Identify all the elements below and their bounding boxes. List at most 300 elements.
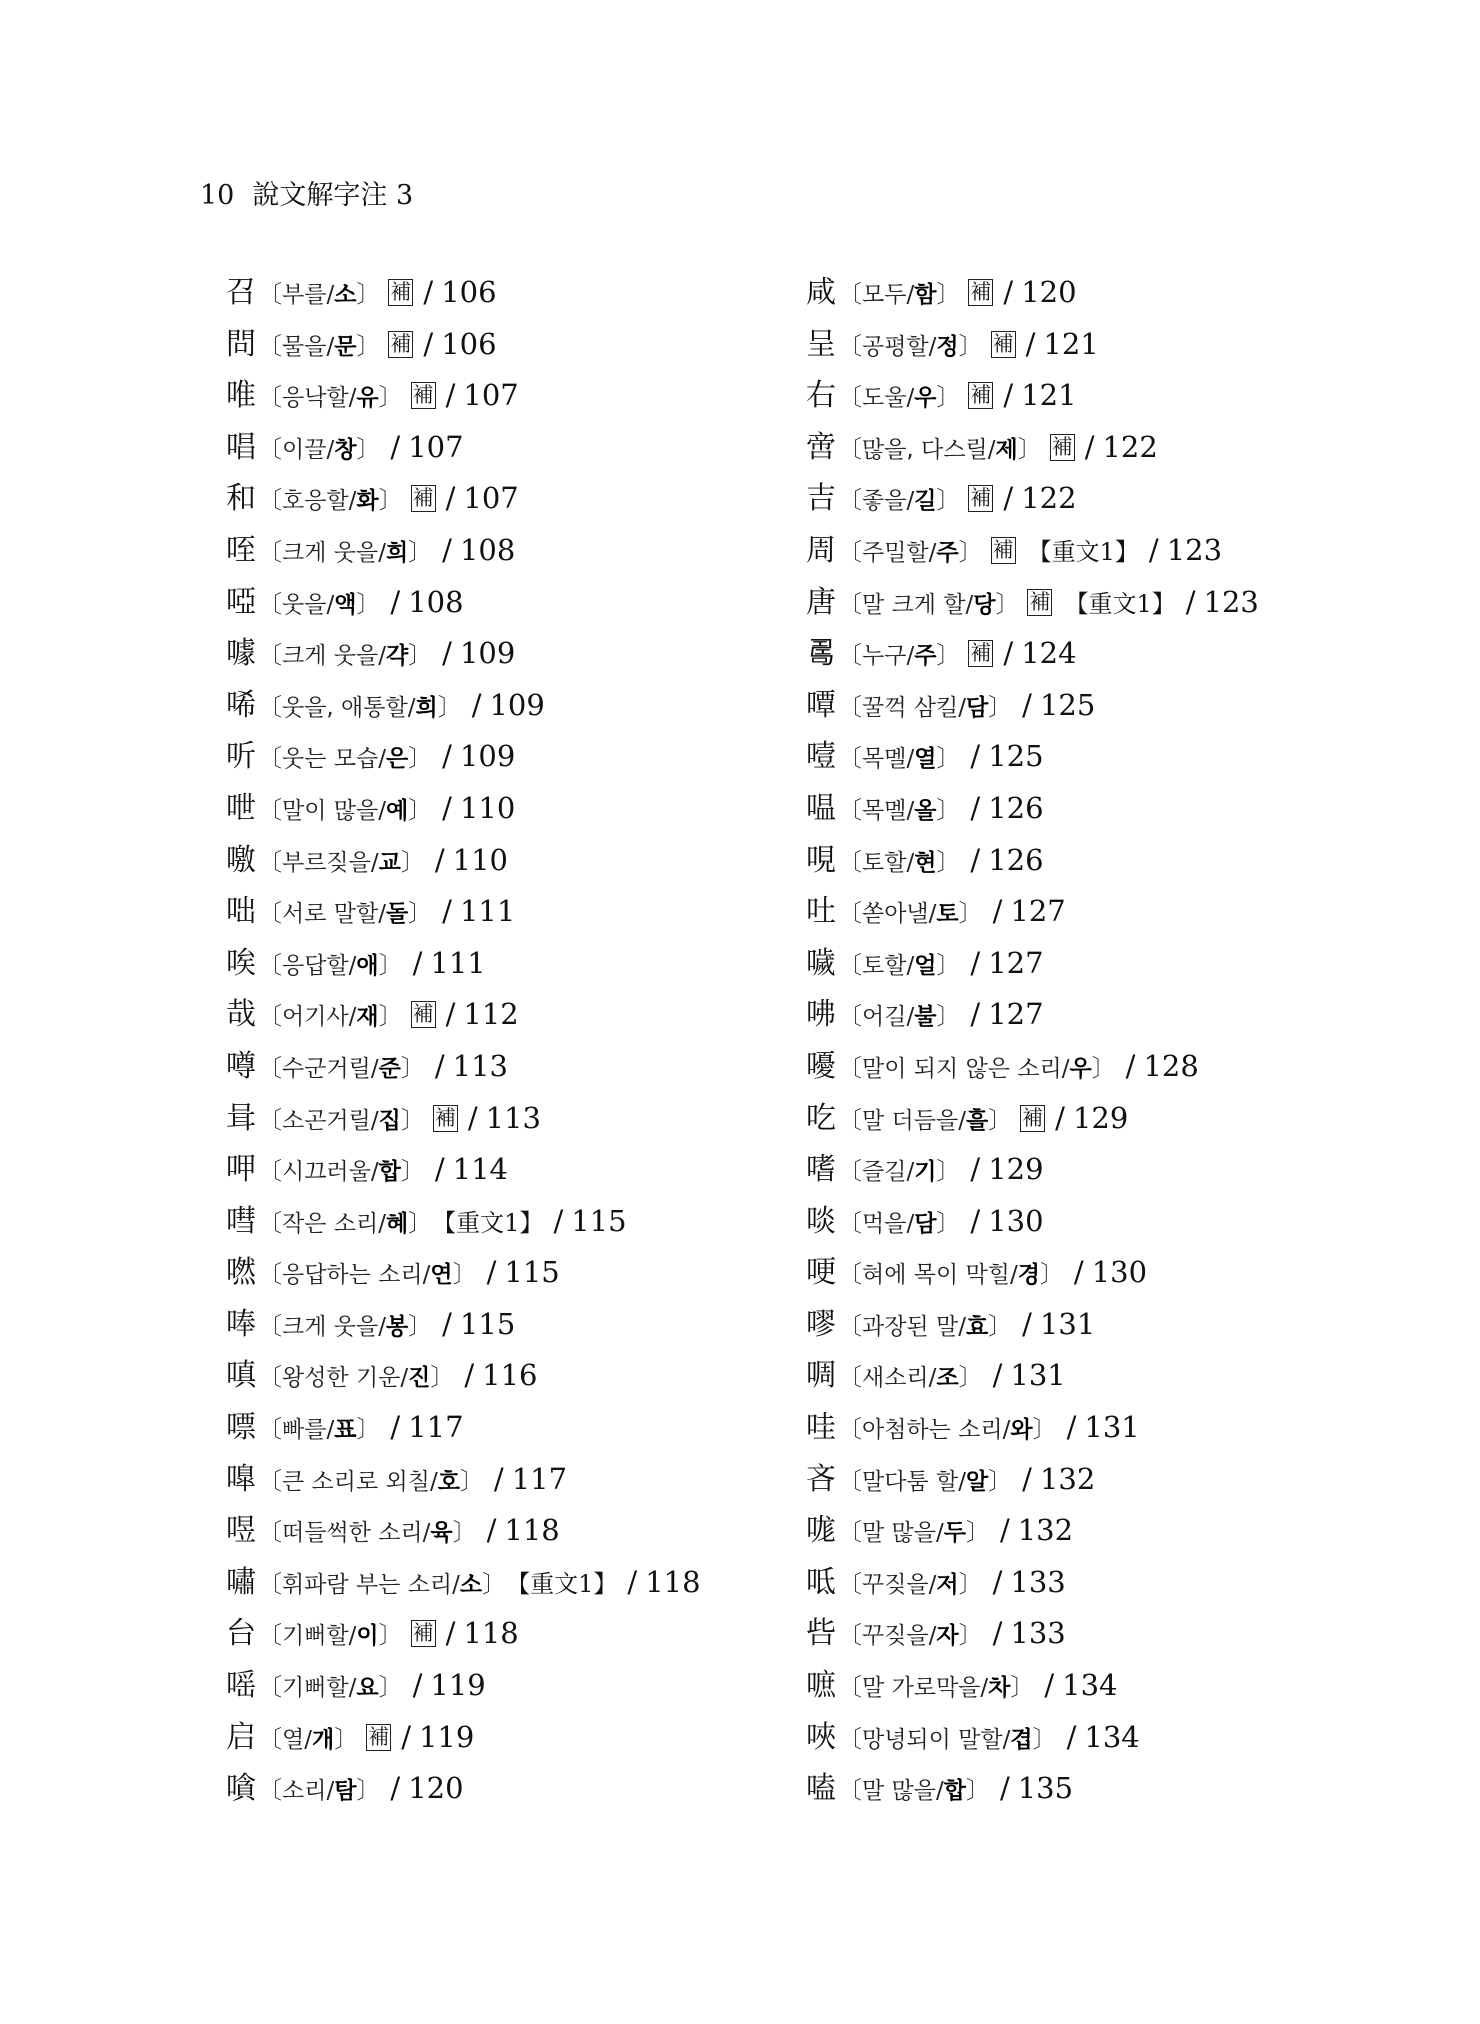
entry-meaning: 응답하는 소리	[282, 1262, 423, 1289]
entry-reading: 탐	[334, 1778, 357, 1805]
index-entry	[806, 1766, 1426, 1818]
entry-character: 呰	[806, 1616, 836, 1652]
entry-reading: 육	[430, 1520, 453, 1547]
entry-gloss	[258, 795, 433, 824]
gloss-slash: /	[906, 1210, 915, 1237]
entry-page: 127	[988, 945, 1044, 980]
entry-reading: 담	[914, 1210, 937, 1237]
entry-gloss	[838, 1365, 983, 1391]
index-entry	[226, 1508, 846, 1560]
entry-gloss	[838, 331, 983, 360]
page-separator: /	[445, 481, 456, 516]
index-entry	[806, 631, 1426, 683]
entry-character: 嗻	[806, 1668, 836, 1704]
entry-gloss	[258, 1417, 380, 1443]
entry-gloss	[838, 1417, 1057, 1443]
entry-character: 喅	[226, 1513, 256, 1549]
entry-page: 119	[430, 1668, 486, 1703]
close-bracket: 〕	[408, 641, 433, 670]
gloss-slash: /	[928, 1571, 937, 1598]
open-bracket: 〔	[258, 1466, 282, 1495]
open-bracket: 〔	[258, 899, 282, 928]
open-bracket: 〔	[838, 1724, 862, 1753]
page-separator: /	[1073, 1255, 1084, 1290]
entry-meaning: 이끌	[282, 436, 327, 463]
page-separator: /	[627, 1564, 638, 1599]
entry-reading: 돌	[385, 901, 409, 928]
gloss-slash: /	[928, 1623, 937, 1650]
entry-gloss	[258, 1724, 359, 1753]
close-bracket: 〕	[988, 692, 1013, 721]
open-bracket: 〔	[838, 383, 862, 412]
entry-character: 噭	[226, 842, 256, 878]
open-bracket: 〔	[838, 1260, 862, 1289]
entry-character: 啖	[806, 1203, 836, 1239]
page-separator: /	[1003, 378, 1014, 413]
page-separator: /	[434, 1048, 445, 1083]
entry-gloss	[838, 488, 960, 514]
supplement-mark: 補	[412, 383, 434, 408]
entry-character: 哤	[806, 1513, 836, 1549]
entry-character: 台	[226, 1616, 256, 1652]
entry-meaning: 호응할	[282, 488, 349, 515]
entry-meaning: 부를	[282, 282, 327, 308]
entry-character: 嗂	[226, 1668, 256, 1704]
close-bracket: 〕	[988, 1466, 1013, 1495]
entry-reading: 갹	[385, 643, 409, 670]
close-bracket: 〕	[988, 1311, 1013, 1340]
gloss-slash: /	[326, 436, 335, 463]
entry-gloss	[258, 1675, 403, 1701]
close-bracket: 〕	[1032, 1724, 1057, 1753]
page-separator: /	[1185, 584, 1196, 619]
page-separator: /	[423, 326, 434, 361]
variant-note: 【重文1】	[444, 1208, 544, 1237]
supplement-mark: 補	[412, 1002, 434, 1027]
entry-gloss	[838, 795, 961, 824]
open-bracket: 〔	[838, 1311, 862, 1340]
variant-note: 【重文1】	[518, 1569, 618, 1598]
open-bracket: 〔	[258, 847, 282, 876]
entry-gloss	[258, 488, 403, 514]
open-bracket: 〔	[258, 1569, 282, 1598]
entry-meaning: 응답할	[282, 952, 349, 979]
entry-character: 唐	[806, 584, 836, 620]
gloss-slash: /	[348, 952, 357, 979]
entry-reading: 올	[914, 797, 937, 824]
entry-page: 120	[1021, 275, 1077, 309]
entry-meaning: 말 가로막을	[862, 1675, 981, 1702]
page-separator: /	[445, 378, 456, 413]
index-entry	[226, 1147, 846, 1199]
entry-meaning: 어길	[862, 1004, 907, 1031]
entry-page: 126	[988, 790, 1044, 825]
entry-character: 哉	[226, 997, 256, 1033]
page-separator: /	[1125, 1048, 1136, 1083]
gloss-slash: /	[906, 385, 915, 412]
entry-meaning: 아첨하는 소리	[862, 1417, 1003, 1444]
entry-character: 噎	[806, 739, 836, 775]
close-bracket: 〕	[958, 537, 983, 566]
entry-reading: 희	[415, 694, 438, 721]
entry-reading: 얼	[914, 952, 937, 979]
index-entry	[226, 322, 846, 374]
page-separator: /	[1003, 636, 1014, 671]
page-separator: /	[970, 1152, 981, 1187]
page-separator: /	[553, 1203, 564, 1238]
entry-meaning: 도울	[862, 385, 907, 412]
index-entry	[226, 1405, 846, 1457]
page-separator: /	[1044, 1668, 1055, 1703]
page-separator: /	[442, 790, 452, 825]
entry-meaning: 기뻐할	[282, 1675, 349, 1702]
entry-meaning: 시끄러울	[282, 1159, 371, 1186]
gloss-slash: /	[935, 1778, 944, 1805]
entry-character: 噂	[226, 1048, 256, 1084]
index-entry	[806, 476, 1426, 528]
close-bracket: 〕	[988, 1105, 1013, 1134]
entry-gloss	[258, 1262, 477, 1288]
entry-reading: 요	[356, 1675, 379, 1702]
entry-reading: 경	[1017, 1262, 1040, 1289]
entry-character: 咈	[806, 997, 836, 1033]
open-bracket: 〔	[838, 1776, 862, 1805]
open-bracket: 〔	[838, 744, 862, 773]
entry-meaning: 웃는 모습	[282, 746, 379, 773]
page-separator: /	[442, 894, 452, 929]
entry-reading: 차	[988, 1675, 1011, 1702]
open-bracket: 〔	[838, 486, 862, 515]
entry-character: 啁	[806, 1358, 836, 1394]
page-separator: /	[970, 790, 981, 825]
entry-page: 117	[511, 1461, 568, 1496]
open-bracket: 〔	[258, 1776, 282, 1805]
supplement-mark: 補	[1051, 434, 1073, 459]
supplement-mark: 補	[412, 486, 434, 511]
open-bracket: 〔	[258, 1724, 282, 1753]
entry-meaning: 즐길	[862, 1159, 907, 1186]
entry-gloss	[258, 1208, 433, 1237]
close-bracket: 〕	[459, 1466, 484, 1495]
entry-page: 109	[459, 636, 516, 671]
entry-gloss	[838, 589, 1020, 618]
close-bracket: 〕	[936, 280, 961, 308]
entry-page: 107	[463, 378, 519, 413]
entry-meaning: 새소리	[862, 1365, 929, 1392]
entry-page: 123	[1203, 584, 1259, 619]
gloss-slash: /	[906, 797, 915, 824]
entry-character: 呧	[806, 1564, 836, 1600]
entry-meaning: 크게 웃을	[282, 539, 379, 566]
close-bracket: 〕	[936, 1002, 961, 1031]
entry-gloss	[258, 1105, 425, 1134]
entry-character: 啻	[806, 429, 836, 465]
page-separator: /	[1022, 687, 1032, 722]
entry-character: 咄	[226, 894, 256, 930]
index-entry	[806, 889, 1426, 941]
entry-meaning: 목멜	[862, 797, 907, 824]
entry-reading: 표	[334, 1417, 357, 1444]
close-bracket: 〕	[1032, 1415, 1057, 1444]
entry-gloss	[838, 1208, 961, 1237]
index-entry	[226, 1044, 846, 1096]
entry-character: 嗔	[226, 1358, 256, 1394]
entry-gloss	[838, 1466, 1013, 1495]
entry-reading: 조	[936, 1365, 959, 1392]
entry-reading: 불	[914, 1004, 937, 1031]
open-bracket: 〔	[258, 641, 282, 670]
close-bracket: 〕	[965, 1518, 990, 1547]
entry-meaning: 어기사	[282, 1004, 349, 1031]
entry-reading: 길	[914, 488, 937, 515]
entry-meaning: 왕성한 기운	[282, 1365, 401, 1392]
close-bracket: 〕	[936, 641, 961, 670]
page-separator: /	[445, 997, 456, 1032]
page-separator: /	[1025, 326, 1036, 361]
supplement-mark: 補	[970, 486, 992, 511]
index-entry	[806, 270, 1426, 322]
page-separator: /	[442, 532, 452, 567]
book-title: 說文解字注 3	[252, 180, 414, 211]
page-separator: /	[1055, 1100, 1065, 1135]
entry-character: 嘒	[226, 1203, 256, 1239]
gloss-slash: /	[326, 1417, 335, 1444]
page-separator: /	[1066, 1719, 1077, 1754]
entry-character: 唊	[806, 1719, 836, 1755]
entry-gloss	[258, 1520, 477, 1546]
close-bracket: 〕	[936, 1208, 961, 1237]
entry-reading: 이	[356, 1623, 379, 1650]
entry-page: 115	[459, 1306, 516, 1341]
entry-meaning: 말이 되지 않은 소리	[862, 1055, 1062, 1082]
index-entry	[806, 1663, 1426, 1715]
page-separator: /	[970, 842, 981, 877]
open-bracket: 〔	[838, 1415, 862, 1444]
entry-character: 咸	[806, 275, 836, 310]
entry-reading: 개	[311, 1726, 335, 1753]
entry-page: 122	[1021, 481, 1077, 516]
close-bracket: 〕	[408, 1311, 433, 1340]
entry-reading: 당	[973, 591, 996, 618]
entry-page: 132	[1017, 1513, 1074, 1548]
entry-gloss	[838, 901, 983, 927]
gloss-slash: /	[378, 797, 386, 824]
close-bracket: 〕	[958, 1621, 983, 1650]
open-bracket: 〔	[258, 280, 282, 308]
close-bracket: 〕	[378, 1673, 403, 1702]
entry-page: 132	[1039, 1461, 1096, 1496]
gloss-slash: /	[370, 1107, 379, 1134]
gloss-slash: /	[935, 1520, 944, 1547]
index-column-right	[806, 270, 1426, 1818]
page-separator: /	[445, 1616, 456, 1651]
entry-gloss	[258, 1004, 403, 1030]
entry-meaning: 크게 웃을	[282, 643, 379, 670]
entry-character: 嚘	[806, 1048, 836, 1084]
index-entry	[806, 734, 1426, 786]
entry-page: 118	[463, 1616, 519, 1651]
entry-reading: 은	[385, 746, 409, 773]
entry-gloss	[258, 1569, 507, 1598]
index-column-left	[226, 270, 846, 1818]
close-bracket: 〕	[958, 1363, 983, 1392]
entry-character: 听	[226, 739, 256, 775]
entry-meaning: 열	[282, 1726, 305, 1753]
entry-gloss	[838, 692, 1013, 721]
index-entry	[806, 1302, 1426, 1354]
entry-page: 130	[1091, 1255, 1148, 1290]
entry-character: 嘐	[806, 1306, 836, 1342]
gloss-slash: /	[958, 1468, 966, 1495]
page-separator: /	[434, 1152, 445, 1187]
entry-gloss	[838, 643, 960, 669]
entry-character: 吉	[806, 481, 836, 517]
entry-page: 121	[1021, 378, 1077, 413]
entry-character: 問	[226, 326, 256, 362]
entry-character: 嘫	[226, 1255, 256, 1291]
entry-character: 咥	[226, 532, 256, 568]
entry-reading: 봉	[385, 1313, 409, 1340]
close-bracket: 〕	[378, 486, 403, 515]
entry-reading: 함	[914, 282, 937, 308]
open-bracket: 〔	[838, 1363, 862, 1392]
index-entry	[226, 941, 846, 993]
index-entry	[226, 838, 846, 890]
entry-page: 113	[485, 1100, 541, 1135]
close-bracket: 〕	[400, 1105, 425, 1134]
page-separator: /	[999, 1513, 1010, 1548]
index-entry	[806, 1611, 1426, 1663]
entry-page: 109	[489, 687, 545, 722]
entry-reading: 준	[378, 1055, 401, 1082]
gloss-slash: /	[400, 1365, 409, 1392]
entry-gloss	[258, 1623, 403, 1649]
entry-page: 115	[504, 1255, 560, 1290]
entry-gloss	[838, 1520, 990, 1546]
entry-meaning: 수군거릴	[282, 1055, 371, 1082]
gloss-slash: /	[348, 1675, 357, 1702]
open-bracket: 〔	[258, 744, 282, 773]
variant-note: 【重文1】	[1064, 589, 1176, 618]
entry-reading: 두	[943, 1520, 966, 1547]
gloss-slash: /	[370, 1159, 379, 1186]
entry-page: 126	[988, 842, 1044, 877]
close-bracket: 〕	[958, 899, 983, 928]
close-bracket: 〕	[430, 1363, 455, 1392]
close-bracket: 〕	[936, 847, 961, 876]
entry-reading: 현	[914, 849, 937, 876]
page-separator: /	[390, 1771, 401, 1806]
entry-gloss	[258, 950, 403, 979]
open-bracket: 〔	[258, 434, 282, 463]
open-bracket: 〔	[838, 1157, 862, 1186]
gloss-slash: /	[348, 488, 357, 515]
entry-gloss	[258, 692, 462, 721]
entry-gloss	[258, 847, 425, 876]
open-bracket: 〔	[838, 899, 862, 928]
index-entry	[806, 373, 1426, 425]
entry-page: 127	[988, 997, 1044, 1032]
entry-page: 117	[408, 1410, 464, 1445]
close-bracket: 〕	[356, 1776, 381, 1805]
open-bracket: 〔	[258, 795, 282, 824]
entry-meaning: 과장된 말	[862, 1313, 959, 1340]
open-bracket: 〔	[258, 1260, 282, 1289]
entry-reading: 정	[936, 333, 959, 360]
entry-meaning: 누구	[862, 643, 907, 670]
entry-character: 嗿	[226, 1771, 256, 1807]
close-bracket: 〕	[408, 1208, 433, 1237]
entry-reading: 애	[356, 952, 379, 979]
close-bracket: 〕	[936, 383, 961, 412]
gloss-slash: /	[906, 849, 915, 876]
index-entry	[806, 1508, 1426, 1560]
index-entry	[806, 1560, 1426, 1612]
page-number: 10	[200, 180, 235, 211]
entry-character: 哇	[806, 1410, 836, 1446]
entry-page: 110	[459, 790, 516, 825]
entry-reading: 문	[334, 333, 357, 360]
entry-reading: 교	[378, 849, 401, 876]
open-bracket: 〔	[258, 589, 282, 618]
entry-meaning: 토할	[862, 952, 907, 979]
gloss-slash: /	[378, 539, 386, 566]
entry-reading: 흘	[965, 1107, 989, 1134]
entry-gloss	[838, 1105, 1013, 1134]
entry-reading: 제	[995, 436, 1018, 463]
entry-meaning: 꾸짖을	[862, 1571, 929, 1598]
close-bracket: 〕	[378, 1621, 403, 1650]
entry-meaning: 꿀꺽 삼킬	[862, 694, 959, 721]
gloss-slash: /	[326, 1778, 335, 1805]
close-bracket: 〕	[1017, 434, 1042, 463]
page-separator: /	[390, 429, 401, 464]
entry-page: 111	[459, 894, 516, 929]
entry-character: 呭	[226, 790, 256, 826]
entry-meaning: 기뻐할	[282, 1623, 349, 1650]
supplement-mark: 補	[970, 280, 992, 304]
close-bracket: 〕	[995, 589, 1020, 618]
index-entry	[226, 734, 846, 786]
entry-reading: 소	[334, 282, 357, 308]
gloss-slash: /	[378, 901, 386, 928]
close-bracket: 〕	[356, 434, 381, 463]
entry-page: 135	[1017, 1771, 1074, 1806]
entry-meaning: 작은 소리	[282, 1210, 379, 1237]
entry-page: 116	[482, 1358, 538, 1393]
entry-page: 134	[1062, 1668, 1118, 1703]
entry-page: 114	[452, 1152, 508, 1187]
gloss-slash: /	[452, 1571, 460, 1598]
entry-meaning: 소곤거릴	[282, 1107, 371, 1134]
supplement-mark: 補	[992, 537, 1014, 562]
entry-gloss	[838, 1778, 990, 1804]
open-bracket: 〔	[838, 692, 862, 721]
entry-page: 125	[988, 739, 1044, 774]
entry-meaning: 말 많을	[862, 1778, 936, 1805]
index-entry	[806, 425, 1426, 477]
close-bracket: 〕	[378, 950, 403, 979]
entry-gloss	[838, 1623, 983, 1649]
entry-meaning: 주밀할	[862, 539, 929, 566]
index-entry	[226, 1457, 846, 1509]
supplement-mark: 補	[992, 331, 1014, 356]
entry-gloss	[838, 950, 961, 979]
index-entry	[226, 1353, 846, 1405]
page-separator: /	[1148, 532, 1159, 567]
entry-page: 134	[1084, 1719, 1140, 1754]
entry-page: 125	[1039, 687, 1096, 722]
